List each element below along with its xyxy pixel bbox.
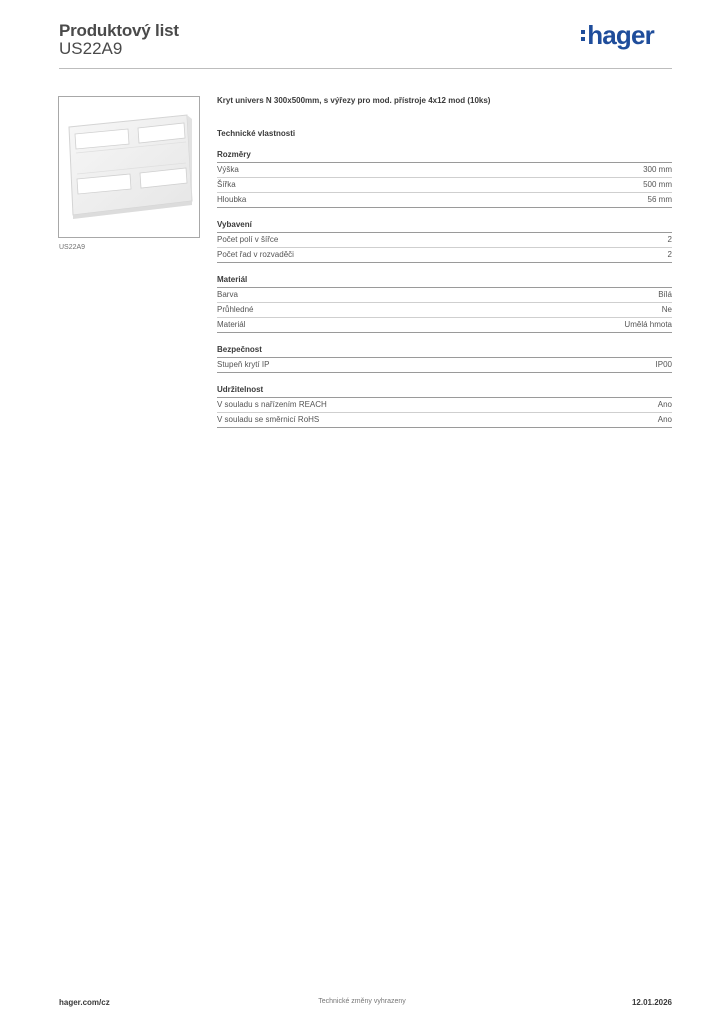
spec-row bbox=[217, 193, 672, 208]
spec-value: 56 mm bbox=[647, 195, 672, 204]
spec-label: Průhledné bbox=[217, 305, 254, 314]
logo-text: hager bbox=[587, 20, 654, 50]
spec-row bbox=[217, 303, 672, 318]
product-image-caption: US22A9 bbox=[59, 244, 86, 251]
logo-colon-icon bbox=[581, 30, 585, 44]
spec-row bbox=[217, 248, 672, 263]
document-title: Produktový list bbox=[59, 21, 179, 40]
spec-value: 2 bbox=[667, 250, 672, 259]
spec-value: 500 mm bbox=[643, 180, 672, 189]
product-code: US22A9 bbox=[59, 39, 123, 58]
spec-label: V souladu se směrnicí RoHS bbox=[217, 415, 320, 424]
spec-label: Barva bbox=[217, 290, 238, 299]
spec-row bbox=[217, 178, 672, 193]
spec-row bbox=[217, 318, 672, 333]
spec-row bbox=[217, 233, 672, 248]
spec-group-title: Vybavení bbox=[217, 219, 672, 233]
spec-label: V souladu s nařízením REACH bbox=[217, 400, 327, 409]
footer-notice: Technické změny vyhrazeny bbox=[318, 998, 406, 1005]
spec-row bbox=[217, 413, 672, 428]
spec-group-title: Rozměry bbox=[217, 149, 672, 163]
spec-value: Ne bbox=[661, 305, 672, 314]
product-description: Kryt univers N 300x500mm, s výřezy pro mod. přístroje 4x12 mod (10ks) bbox=[217, 96, 491, 105]
spec-value: Umělá hmota bbox=[624, 320, 672, 329]
spec-value: 300 mm bbox=[643, 165, 672, 174]
spec-group-title: Materiál bbox=[217, 274, 672, 288]
spec-label: Materiál bbox=[217, 320, 246, 329]
spec-group-sustainability bbox=[217, 384, 672, 428]
spec-row bbox=[217, 398, 672, 413]
spec-value: Bílá bbox=[658, 290, 672, 299]
product-image bbox=[58, 96, 200, 238]
spec-group-safety bbox=[217, 344, 672, 373]
page-header bbox=[59, 20, 672, 70]
footer-date: 12.01.2026 bbox=[631, 998, 672, 1007]
footer-website-link[interactable]: hager.com/cz bbox=[59, 998, 110, 1007]
spec-row bbox=[217, 288, 672, 303]
header-divider bbox=[59, 68, 672, 69]
spec-value: Ano bbox=[657, 415, 672, 424]
spec-label: Hloubka bbox=[217, 195, 247, 204]
spec-group-material bbox=[217, 274, 672, 333]
spec-group-title: Bezpečnost bbox=[217, 344, 672, 358]
spec-value: IP00 bbox=[655, 360, 672, 369]
spec-label: Stupeň krytí IP bbox=[217, 360, 270, 369]
hager-logo bbox=[581, 20, 654, 50]
cover-panel-illustration bbox=[59, 97, 199, 237]
spec-value: Ano bbox=[657, 400, 672, 409]
spec-group-title: Udržitelnost bbox=[217, 384, 672, 398]
spec-label: Šířka bbox=[217, 180, 236, 189]
spec-label: Počet řad v rozvaděči bbox=[217, 250, 294, 259]
technical-properties-heading: Technické vlastnosti bbox=[217, 129, 296, 138]
spec-row bbox=[217, 163, 672, 178]
product-details bbox=[217, 95, 672, 439]
spec-group-dimensions bbox=[217, 149, 672, 208]
spec-row bbox=[217, 358, 672, 373]
spec-label: Počet polí v šířce bbox=[217, 235, 279, 244]
spec-group-equipment bbox=[217, 219, 672, 263]
spec-value: 2 bbox=[667, 235, 672, 244]
spec-label: Výška bbox=[217, 165, 239, 174]
